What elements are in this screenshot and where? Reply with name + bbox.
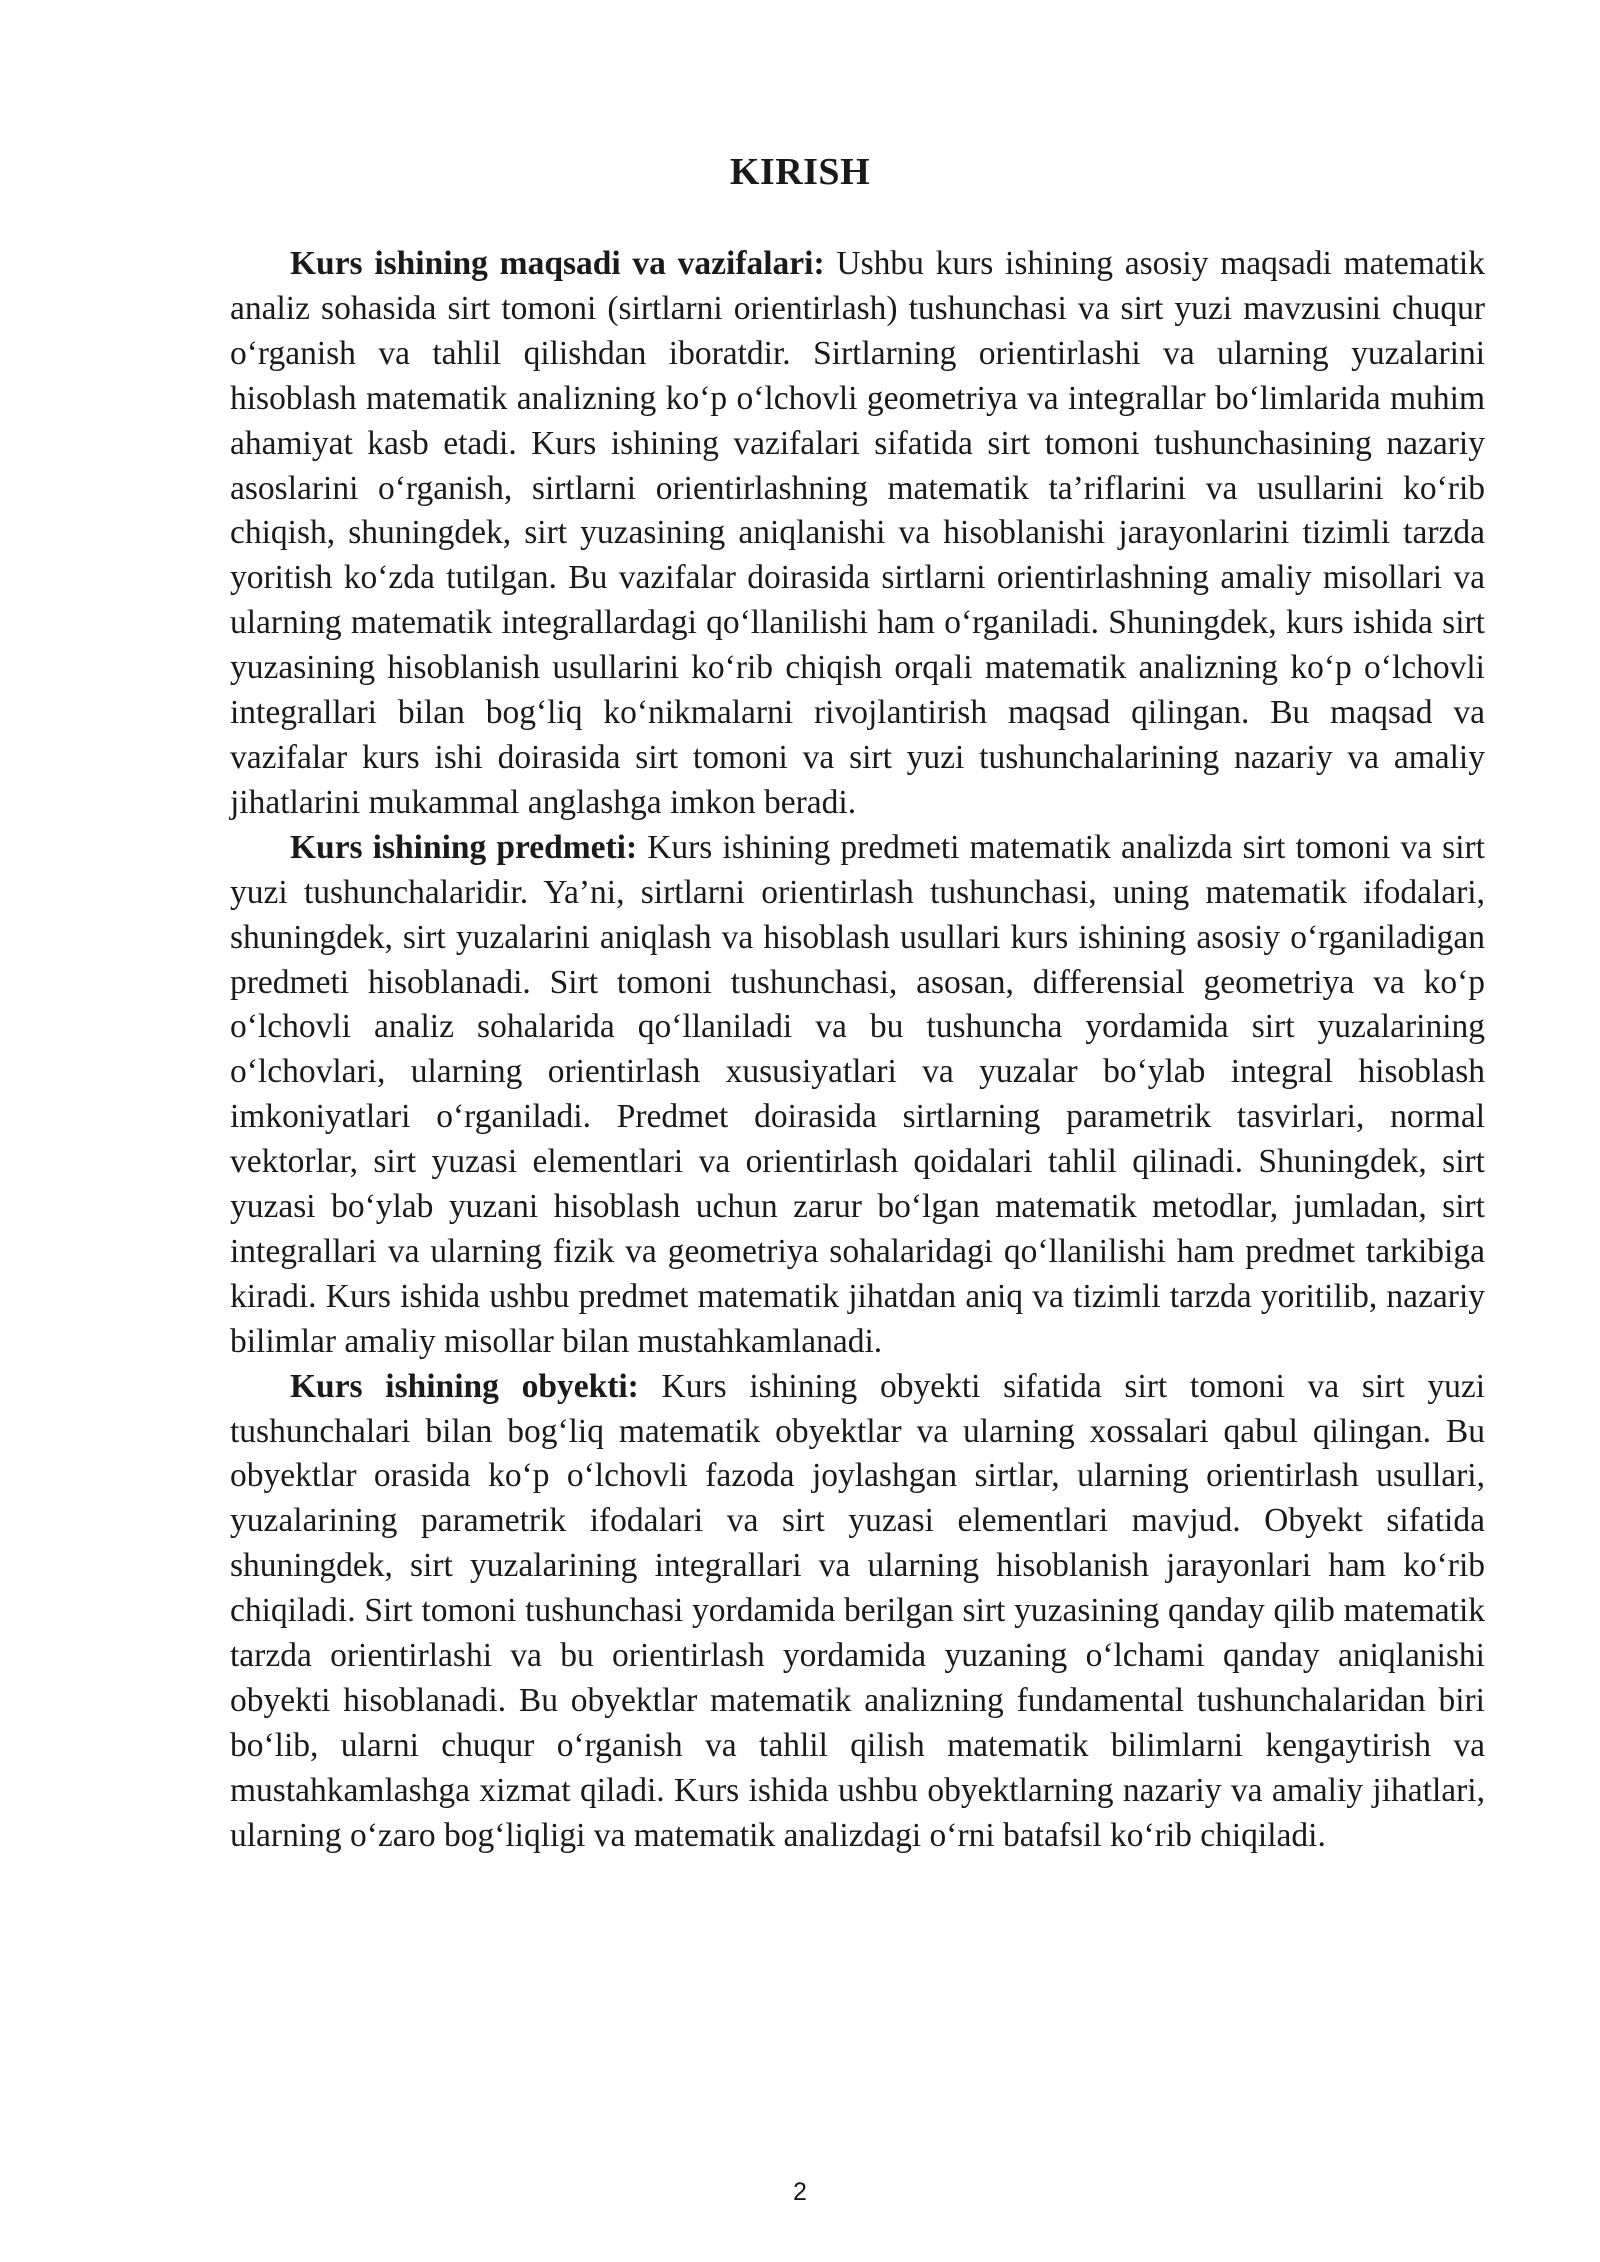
body-text: [230, 242, 1485, 1859]
paragraph-predmeti: [230, 826, 1485, 1365]
paragraph-lead: Kurs ishining maqsadi va vazifalari:: [290, 245, 825, 282]
paragraph-maqsadi: [230, 242, 1485, 826]
paragraph-obyekti: [230, 1365, 1485, 1859]
paragraph-body: Ushbu kurs ishining asosiy maqsadi matematik analiz sohasida sirt tomoni (sirtlarni orientirlash) tushunchasi va sirt yuzi mavzusini chuqur o‘rganish va tahlil qilishdan iboratdir. Sirtlarning orientirlashi va ularning yuzalarini hisoblash matematik analizning ko‘p o‘lchovli geometriya va integrallar bo‘limlarida muhim ahamiyat kasb etadi. Kurs ishining vazifalari sifatida sirt tomoni tushunchasining nazariy asoslarini o‘rganish, sirtlarni orientirlashning matematik ta’riflarini va usullarini ko‘rib chiqish, shuningdek, sirt yuzasining aniqlanishi va hisoblanishi jarayonlarini tizimli tarzda yoritish ko‘zda tutilgan. Bu vazifalar doirasida sirtlarni orientirlashning amaliy misollari va ularning matematik integrallardagi qo‘llanilishi ham o‘rganiladi. Shuningdek, kurs ishida sirt yuzasining hisoblanish usullarini ko‘rib chiqish orqali matematik analizning ko‘p o‘lchovli integrallari bilan bog‘liq ko‘nikmalarni rivojlantirish maqsad qilingan. Bu maqsad va vazifalar kurs ishi doirasida sirt tomoni va sirt yuzi tushunchalarining nazariy va amaliy jihatlarini mukammal anglashga imkon beradi.: [230, 245, 1485, 821]
page-title: KIRISH: [729, 151, 871, 193]
paragraph-body: Kurs ishining obyekti sifatida sirt tomoni va sirt yuzi tushunchalari bilan bog‘liq matematik obyektlar va ularning xossalari qabul qilingan. Bu obyektlar orasida ko‘p o‘lchovli fazoda joylashgan sirtlar, ularning orientirlash usullari, yuzalarining parametrik ifodalari va sirt yuzasi elementlari mavjud. Obyekt sifatida shuningdek, sirt yuzalarining integrallari va ularning hisoblanish jarayonlari ham ko‘rib chiqiladi. Sirt tomoni tushunchasi yordamida berilgan sirt yuzasining qanday qilib matematik tarzda orientirlashi va bu orientirlash yordamida yuzaning o‘lchami qanday aniqlanishi obyekti hisoblanadi. Bu obyektlar matematik analizning fundamental tushunchalaridan biri bo‘lib, ularni chuqur o‘rganish va tahlil qilish matematik bilimlarni kengaytirish va mustahkamlashga xizmat qiladi. Kurs ishida ushbu obyektlarning nazariy va amaliy jihatlari, ularning o‘zaro bog‘liqligi va matematik analizdagi o‘rni batafsil ko‘rib chiqiladi.: [230, 1367, 1486, 1854]
paragraph-lead: Kurs ishining obyekti:: [290, 1367, 639, 1405]
paragraph-body: Kurs ishining predmeti matematik analizda sirt tomoni va sirt yuzi tushunchalaridir. Ya’ni, sirtlarni orientirlash tushunchasi, uning matematik ifodalari, shuningdek, sirt yuzalarini aniqlash va hisoblash usullari kurs ishining asosiy o‘rganiladigan predmeti hisoblanadi. Sirt tomoni tushunchasi, asosan, differensial geometriya va ko‘p o‘lchovli analiz sohalarida qo‘llaniladi va bu tushuncha yordamida sirt yuzalarining o‘lchovlari, ularning orientirlash xususiyatlari va yuzalar bo‘ylab integral hisoblash imkoniyatlari o‘rganiladi. Predmet doirasida sirtlarning parametrik tasvirlari, normal vektorlar, sirt yuzasi elementlari va orientirlash qoidalari tahlil qilinadi. Shuningdek, sirt yuzasi bo‘ylab yuzani hisoblash uchun zarur bo‘lgan matematik metodlar, jumladan, sirt integrallari va ularning fizik va geometriya sohalaridagi qo‘llanilishi ham predmet tarkibiga kiradi. Kurs ishida ushbu predmet matematik jihatdan aniq va tizimli tarzda yoritilib, nazariy bilimlar amaliy misollar bilan mustahkamlanadi.: [230, 828, 1485, 1360]
page-number: 2: [793, 2178, 807, 2206]
paragraph-lead: Kurs ishining predmeti:: [290, 828, 638, 866]
